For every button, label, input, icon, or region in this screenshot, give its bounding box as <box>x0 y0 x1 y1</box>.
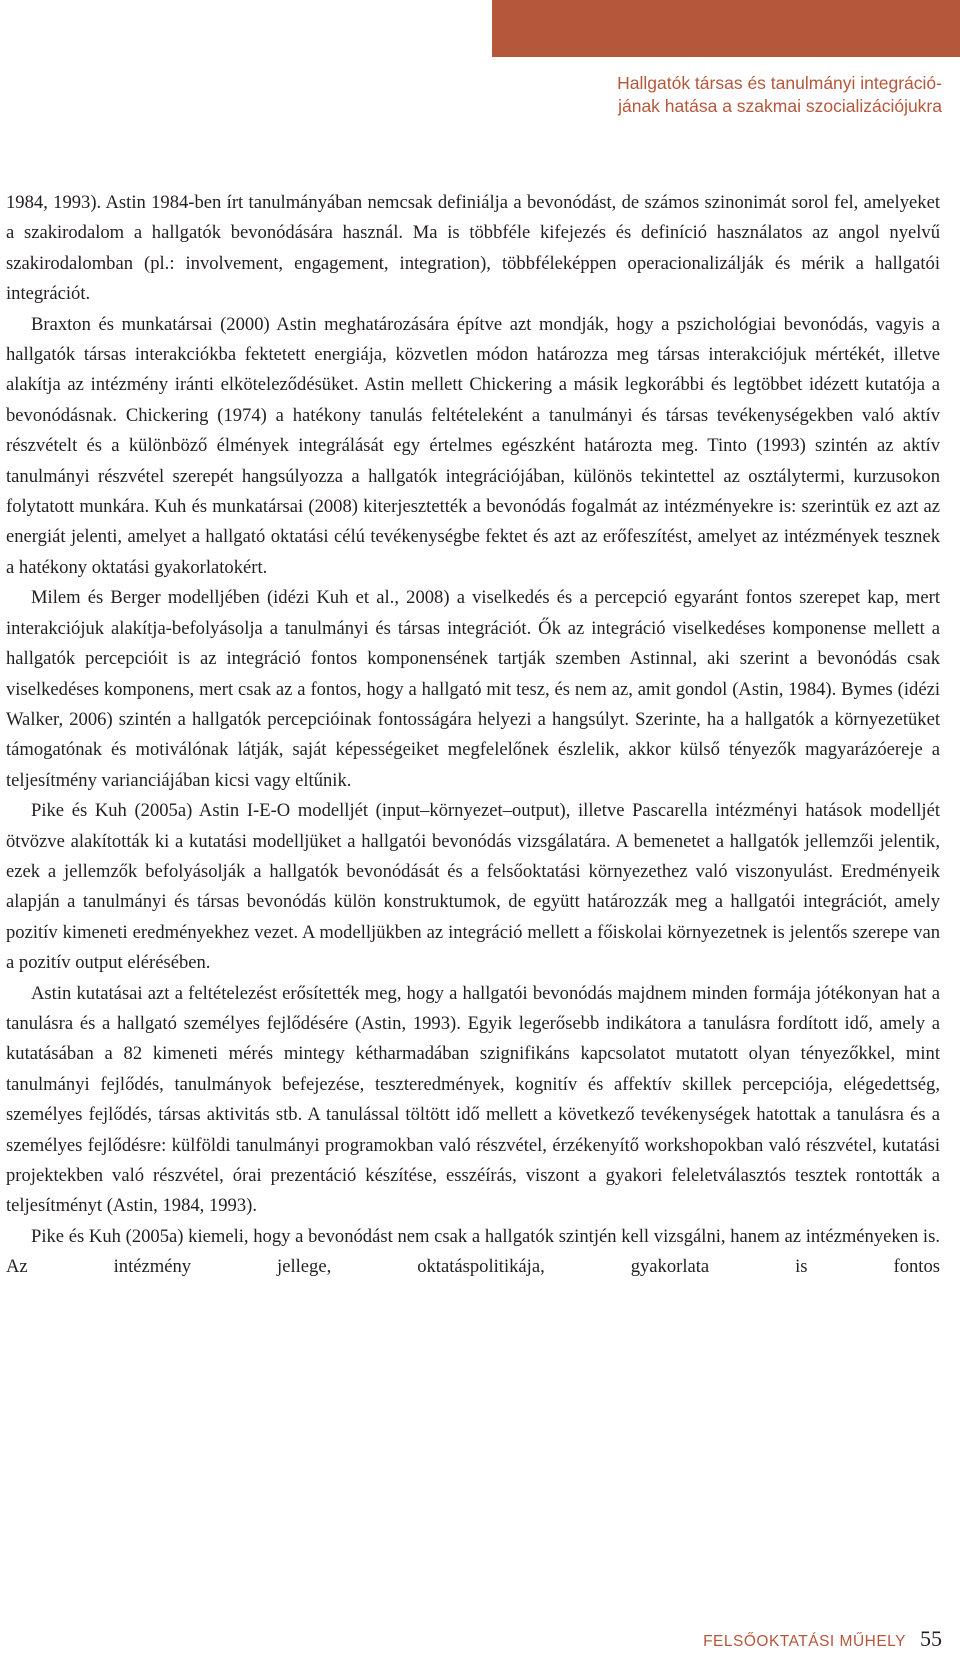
paragraph-6: Pike és Kuh (2005a) kiemeli, hogy a bevonódást nem csak a hallgatók szintjén kell vizsgálni, hanem az intézményeken is. Az intézmény jellege, oktatáspolitikája, gyakorlata is fontos <box>6 1225 940 1278</box>
paragraph-1: 1984, 1993). Astin 1984-ben írt tanulmányában nemcsak definiálja a bevonódást, de számos szinonimát sorol fel, amelyeket a szakirodalom a hallgatók bevonódására használ. Ma is többféle kifejezés és definíció használatos az angol nyelvű szakirodalomban (pl.: involvement, engagement, integration), többféleképpen operacionalizálják és mérik a hallgatói integrációt. <box>6 192 940 305</box>
running-head-line-2: jának hatása a szakmai szocializációjukra <box>618 96 942 116</box>
running-head <box>482 72 942 118</box>
journal-name: FELSŐOKTATÁSI MŰHELY <box>703 1633 906 1650</box>
header-accent-bar <box>492 0 960 57</box>
paragraph-4: Pike és Kuh (2005a) Astin I-E-O modelljét (input–környezet–output), illetve Pascarella intézményi hatások modelljét ötvözve alakították ki a kutatási modelljüket a hallgatói bevonódás vizsgálatára. A bemenetet a hallgatók jellemzői jelentik, ezek a jellemzők befolyásolják a hallgatók bevonódását és a felsőoktatási környezethez való viszonyulást. Eredményeik alapján a tanulmányi és társas bevonódás külön konstruktumok, de együtt határozzák meg a hallgatói integrációt, amely pozitív kimeneti eredményekhez vezet. A modelljükben az integráció mellett a főiskolai környezetnek is jelentős szerepe van a pozitív output elérésében. <box>6 800 940 974</box>
running-head-line-1: Hallgatók társas és tanulmányi integráció- <box>617 73 942 93</box>
page-number: 55 <box>920 1626 942 1651</box>
paragraph-5: Astin kutatásai azt a feltételezést erősítették meg, hogy a hallgatói bevonódás majdnem minden formája jótékonyan hat a tanulásra és a hallgató személyes fejlődésére (Astin, 1993). Egyik legerősebb indikátora a tanulásra fordított idő, amely a kutatásában a 82 kimeneti mérés mintegy kétharmadában szignifikáns kapcsolatot mutatott olyan tényezőkkel, mint tanulmányi fejlődés, tanulmányok befejezése, teszteredmények, kognitív és affektív skillek percepciója, elégedettség, személyes fejlődés, társas aktivitás stb. A tanulással töltött idő mellett a következő tevékenységek hatottak a tanulásra és a személyes fejlődésre: külföldi tanulmányi programokban való részvétel, érzékenyítő workshopokban való részvétel, kutatási projektekben való részvétel, órai prezentáció készítése, esszéírás, viszont a gyakori feleletválasztós tesztek rontották a teljesítményt (Astin, 1984, 1993). <box>6 982 940 1217</box>
page-footer <box>703 1626 942 1656</box>
paragraph-2: Braxton és munkatársai (2000) Astin meghatározására építve azt mondják, hogy a pszichológiai bevonódás, vagyis a hallgatók társas interakciókba fektetett energiája, közvetlen módon határozza meg társas interakciójuk mértékét, illetve alakítja az intézmény iránti elköteleződésüket. Astin mellett Chickering a másik legkorábbi és legtöbbet idézett kutatója a bevonódásnak. Chickering (1974) a hatékony tanulás feltételeként a tanulmányi és társas tevékenységekben való aktív részvételt és a különböző élmények integrálását egy értelmes egészként határozta meg. Tinto (1993) szintén az aktív tanulmányi részvétel szerepét hangsúlyozza a hallgatók integrációjában, különös tekintettel az osztálytermi, kurzusokon folytatott munkára. Kuh és munkatársai (2008) kiterjesztették a bevonódás fogalmát az intézményekre is: szerintük ez azt az energiát jelenti, amelyet a hallgató oktatási célú tevékenységbe fektet és azt az erőfeszítést, amelyet az intézmények tesznek a hatékony oktatási gyakorlatokért. <box>6 313 940 578</box>
paragraph-3: Milem és Berger modelljében (idézi Kuh et al., 2008) a viselkedés és a percepció egyaránt fontos szerepet kap, mert interakciójuk alakítja-befolyásolja a tanulmányi és társas integrációt. Ők az integráció viselkedéses komponense mellett a hallgatók percepcióit is az integráció fontos komponensének tartják szemben Astinnal, aki szerint a bevonódás csak viselkedéses komponens, mert csak az a fontos, hogy a hallgató mit tesz, és nem az, amit gondol (Astin, 1984). Bymes (idézi Walker, 2006) szintén a hallgatók percepcióinak fontosságára helyezi a hangsúlyt. Szerinte, ha a hallgatók a környezetüket támogatónak és motiválónak látják, saját képességeiket megfelelőnek észlelik, akkor külső tényezők magyarázóereje a teljesítmény varianciájában kicsi vagy eltűnik. <box>6 587 940 791</box>
article-body <box>6 188 940 1283</box>
